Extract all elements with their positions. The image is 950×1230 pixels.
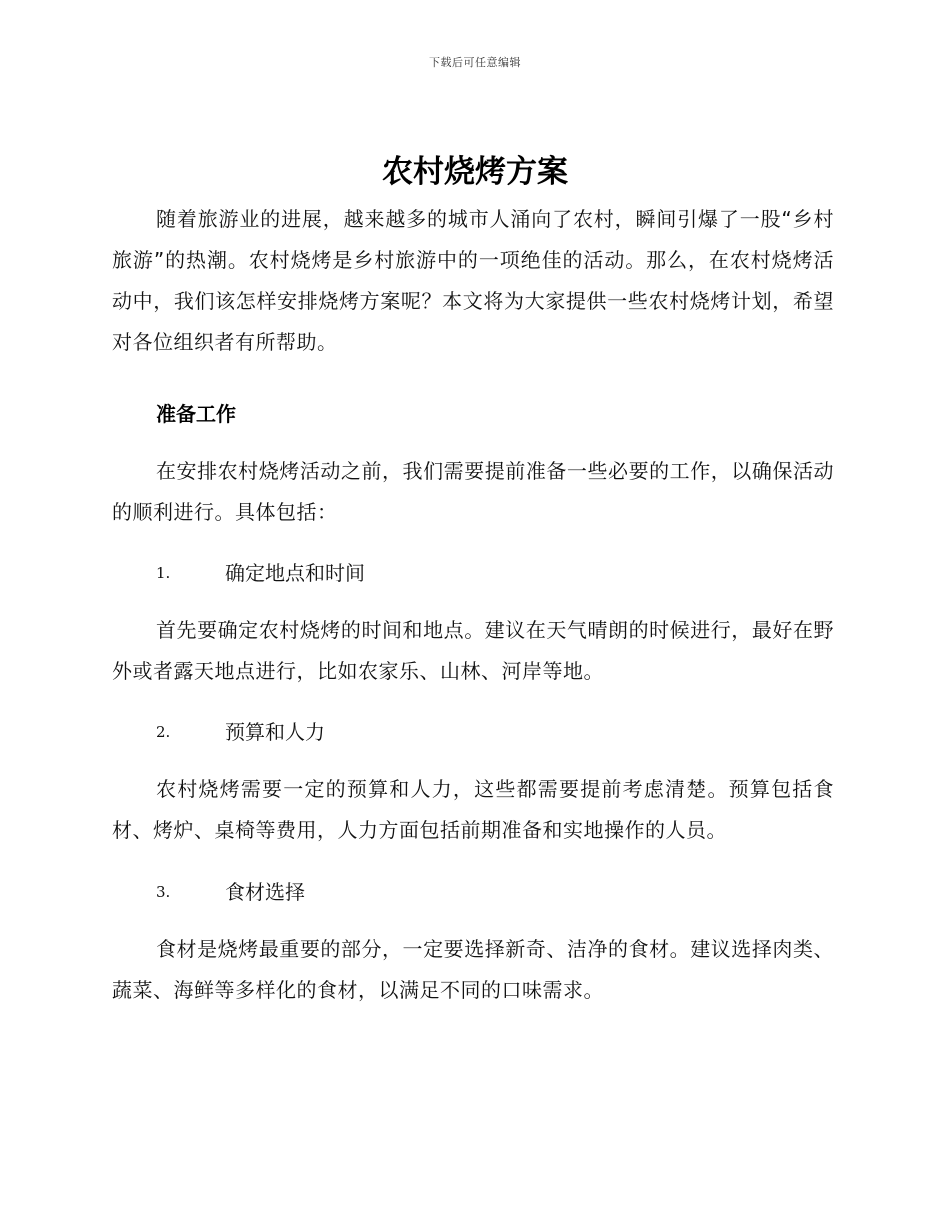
list-item-number: 1. — [156, 564, 171, 582]
list-item-3-paragraph: 食材是烧烤最重要的部分，一定要选择新奇、洁净的食材。建议选择肉类、蔬菜、海鲜等多样化的食材，以满足不同的口味需求。 — [112, 937, 834, 1002]
document-title: 农村烧烤方案 — [382, 154, 568, 190]
list-item-1-paragraph: 首先要确定农村烧烤的时间和地点。建议在天气晴朗的时候进行，最好在野外或者露天地点进行，比如农家乐、山林、河岸等地。 — [112, 618, 834, 683]
list-item-number: 2. — [156, 723, 171, 741]
intro-paragraph: 随着旅游业的进展，越来越多的城市人涌向了农村，瞬间引爆了一股“乡村旅游”的热潮。农村烧烤是乡村旅游中的一项绝佳的活动。那么，在农村烧烤活动中，我们该怎样安排烧烤方案呢？本文将为大家提供一些农村烧烤计划，希望对各位组织者有所帮助。 — [112, 207, 834, 354]
list-item-label: 确定地点和时间 — [225, 561, 365, 585]
header-note: 下载后可任意编辑 — [429, 56, 521, 69]
section-heading: 准备工作 — [156, 402, 236, 426]
list-item-2-paragraph: 农村烧烤需要一定的预算和人力，这些都需要提前考虑清楚。预算包括食材、烤炉、桌椅等费用，人力方面包括前期准备和实地操作的人员。 — [112, 777, 834, 842]
list-item-label: 食材选择 — [225, 880, 305, 904]
list-item-label: 预算和人力 — [225, 720, 325, 744]
list-item-number: 3. — [156, 883, 171, 901]
section-intro-paragraph: 在安排农村烧烤活动之前，我们需要提前准备一些必要的工作，以确保活动的顺利进行。具体包括： — [112, 459, 834, 524]
